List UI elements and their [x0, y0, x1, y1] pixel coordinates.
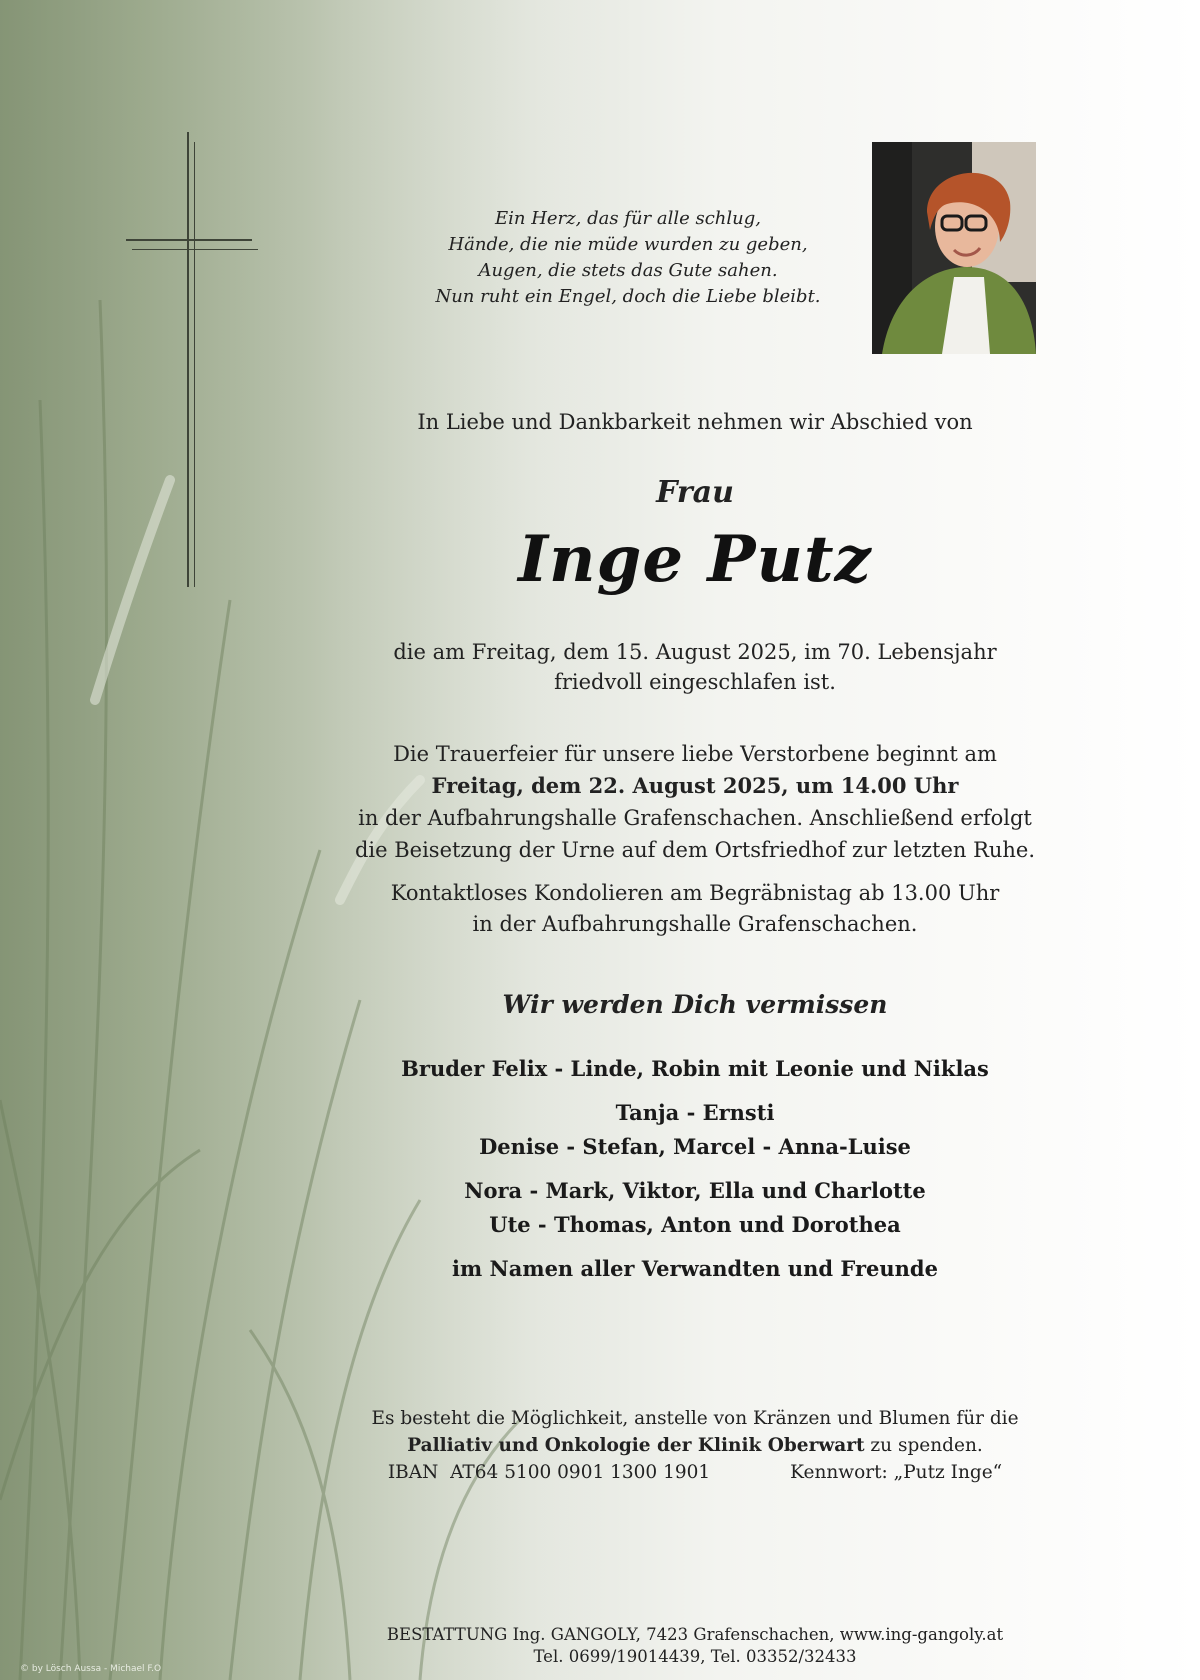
- family-line: Ute - Thomas, Anton und Dorothea: [489, 1212, 901, 1237]
- death-notice: [330, 637, 1060, 697]
- poem: [418, 206, 838, 310]
- poem-line: Ein Herz, das für alle schlug,: [494, 208, 761, 229]
- poem-line: Nun ruht ein Engel, doch die Liebe bleibt.: [435, 286, 821, 307]
- family-line: Bruder Felix - Linde, Robin mit Leonie und Niklas: [401, 1056, 989, 1081]
- funeral-service-info: [330, 738, 1060, 866]
- donation-line: Es besteht die Möglichkeit, anstelle von Kränzen und Blumen für die: [371, 1408, 1019, 1429]
- donation-info: [330, 1405, 1060, 1486]
- portrait-photo: [872, 142, 1036, 354]
- donation-line: [330, 1432, 1060, 1459]
- family-line: Nora - Mark, Viktor, Ella und Charlotte: [464, 1178, 926, 1203]
- cross-symbol-vertical-thin: [194, 142, 195, 587]
- family-line: Denise - Stefan, Marcel - Anna-Luise: [479, 1134, 911, 1159]
- donation-recipient: Palliativ und Onkologie der Klinik Oberwart: [407, 1435, 865, 1456]
- salutation: Frau: [656, 475, 734, 510]
- spacer: [330, 1086, 1060, 1096]
- cross-symbol-horizontal-thin: [132, 249, 258, 250]
- poem-line: Hände, die nie müde wurden zu geben,: [448, 234, 808, 255]
- condolence-info: [330, 878, 1060, 940]
- donation-line-rest: zu spenden.: [864, 1435, 983, 1456]
- condolence-line: in der Aufbahrungshalle Grafenschachen.: [472, 912, 918, 936]
- photo-credit: © by Lösch Aussa - Michael F.O: [20, 1664, 162, 1674]
- bank-details: [330, 1459, 1060, 1486]
- condolence-line: Kontaktloses Kondolieren am Begräbnistag ab 13.00 Uhr: [390, 881, 1000, 905]
- intro-text: In Liebe und Dankbarkeit nehmen wir Abschied von: [417, 410, 973, 434]
- spacer: [330, 1242, 1060, 1252]
- funeral-home-footer: [330, 1624, 1060, 1668]
- cross-symbol-horizontal: [126, 239, 252, 241]
- family-line: im Namen aller Verwandten und Freunde: [452, 1256, 938, 1281]
- keyword: Kennwort: „Putz Inge“: [790, 1462, 1003, 1483]
- footer-line: BESTATTUNG Ing. GANGOLY, 7423 Grafenschachen, www.ing-gangoly.at: [386, 1625, 1004, 1644]
- footer-line: Tel. 0699/19014439, Tel. 03352/32433: [533, 1647, 857, 1666]
- service-date: Freitag, dem 22. August 2025, um 14.00 Uhr: [431, 773, 959, 798]
- deceased-name: Inge Putz: [518, 522, 872, 597]
- service-line: in der Aufbahrungshalle Grafenschachen. Anschließend erfolgt: [358, 806, 1032, 830]
- death-line: die am Freitag, dem 15. August 2025, im 70. Lebensjahr: [393, 640, 997, 664]
- cross-symbol-vertical: [187, 132, 189, 587]
- poem-line: Augen, die stets das Gute sahen.: [478, 260, 778, 281]
- family-list: [330, 1052, 1060, 1286]
- spacer: [330, 1164, 1060, 1174]
- family-line: Tanja - Ernsti: [615, 1100, 775, 1125]
- death-line: friedvoll eingeschlafen ist.: [554, 670, 836, 694]
- service-line: die Beisetzung der Urne auf dem Ortsfriedhof zur letzten Ruhe.: [354, 838, 1036, 862]
- iban: IBAN AT64 5100 0901 1300 1901: [387, 1462, 711, 1483]
- miss-heading: Wir werden Dich vermissen: [502, 990, 888, 1019]
- service-line: Die Trauerfeier für unsere liebe Verstorbene beginnt am: [393, 742, 997, 766]
